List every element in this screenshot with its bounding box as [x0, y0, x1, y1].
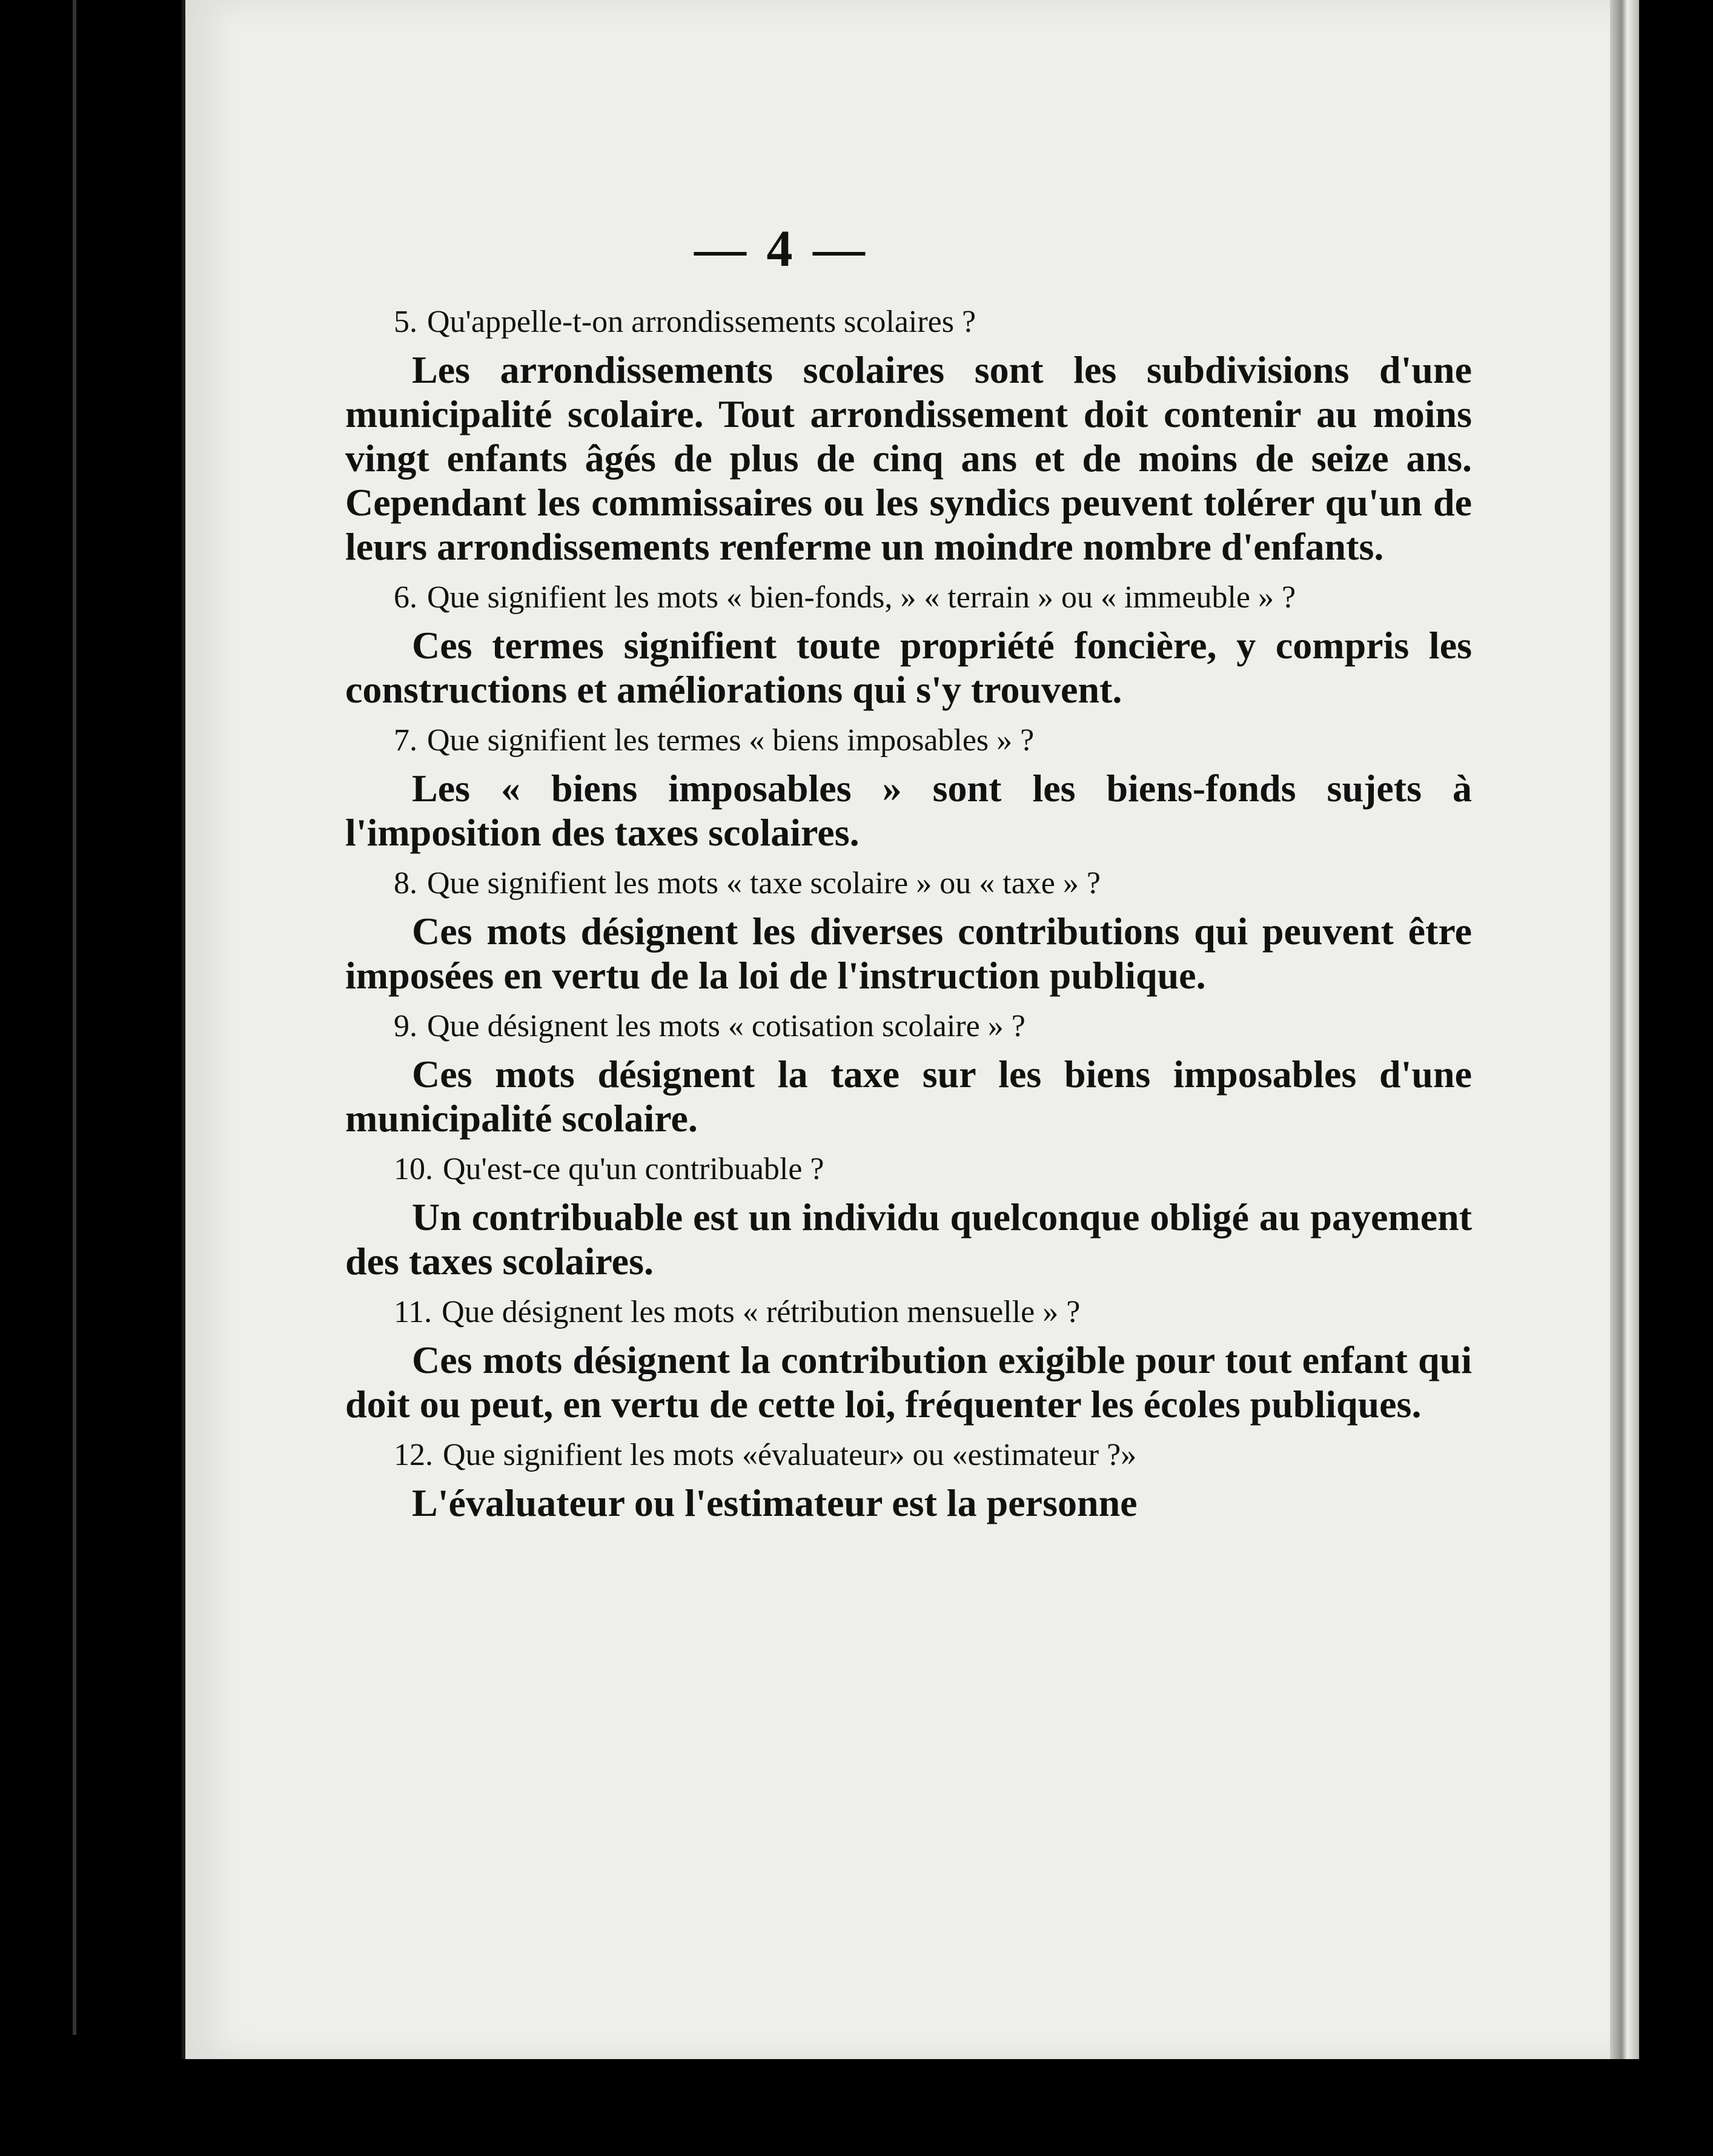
answer-9: Ces mots désignent la taxe sur les biens imposables d'une municipalité scolaire.: [345, 1053, 1472, 1140]
book-spine: [1610, 0, 1639, 2059]
question-text: Que signifient les mots « bien-fonds, » « terrain » ou « immeuble » ?: [427, 580, 1296, 615]
question-number: 12.: [394, 1438, 433, 1472]
answer-10: Un contribuable est un individu quelconque obligé au payement des taxes scolaires.: [345, 1195, 1472, 1283]
question-5: [345, 303, 1472, 342]
question-10: [345, 1150, 1472, 1189]
question-text: Que signifient les termes « biens imposables » ?: [427, 723, 1035, 758]
question-number: 11.: [394, 1295, 432, 1329]
question-number: 6.: [394, 580, 417, 615]
question-number: 5.: [394, 305, 417, 339]
question-text: Que désignent les mots « cotisation scolaire » ?: [427, 1009, 1025, 1043]
question-11: [345, 1293, 1472, 1332]
page-body: [345, 303, 1472, 1535]
question-text: Qu'est-ce qu'un contribuable ?: [443, 1152, 824, 1186]
question-9: [345, 1007, 1472, 1046]
question-text: Que signifient les mots « taxe scolaire » ou « taxe » ?: [427, 866, 1101, 901]
answer-6: Ces termes signifient toute propriété foncière, y compris les constructions et améliorations qui s'y trouvent.: [345, 624, 1472, 711]
question-number: 7.: [394, 723, 417, 758]
question-number: 9.: [394, 1009, 417, 1043]
question-number: 8.: [394, 866, 417, 901]
underlying-page-edge: [73, 0, 76, 2035]
question-number: 10.: [394, 1152, 433, 1186]
question-text: Que désignent les mots « rétribution mensuelle » ?: [442, 1295, 1081, 1329]
answer-5: Les arrondissements scolaires sont les subdivisions d'une municipalité scolaire. Tout arrondissement doit contenir au moins vingt enfants âgés de plus de cinq ans et de moins de seize ans. Cependant les commissaires ou les syndics peuvent tolérer qu'un de leurs arrondissements renferme un moindre nombre d'enfants.: [345, 348, 1472, 568]
answer-8: Ces mots désignent les diverses contributions qui peuvent être imposées en vertu de la loi de l'instruction publique.: [345, 910, 1472, 997]
answer-7: Les « biens imposables » sont les biens-fonds sujets à l'imposition des taxes scolaires.: [345, 767, 1472, 854]
answer-11: Ces mots désignent la contribution exigible pour tout enfant qui doit ou peut, en vertu de cette loi, fréquenter les écoles publiques.: [345, 1338, 1472, 1426]
question-text: Qu'appelle-t-on arrondissements scolaires ?: [427, 305, 976, 339]
question-text: Que signifient les mots «évaluateur» ou «estimateur ?»: [443, 1438, 1137, 1472]
question-12: [345, 1436, 1472, 1475]
page-number: — 4 —: [694, 219, 869, 277]
answer-12: L'évaluateur ou l'estimateur est la personne: [412, 1481, 1138, 1524]
question-7: [345, 721, 1472, 760]
question-6: [345, 578, 1472, 617]
question-8: [345, 864, 1472, 903]
